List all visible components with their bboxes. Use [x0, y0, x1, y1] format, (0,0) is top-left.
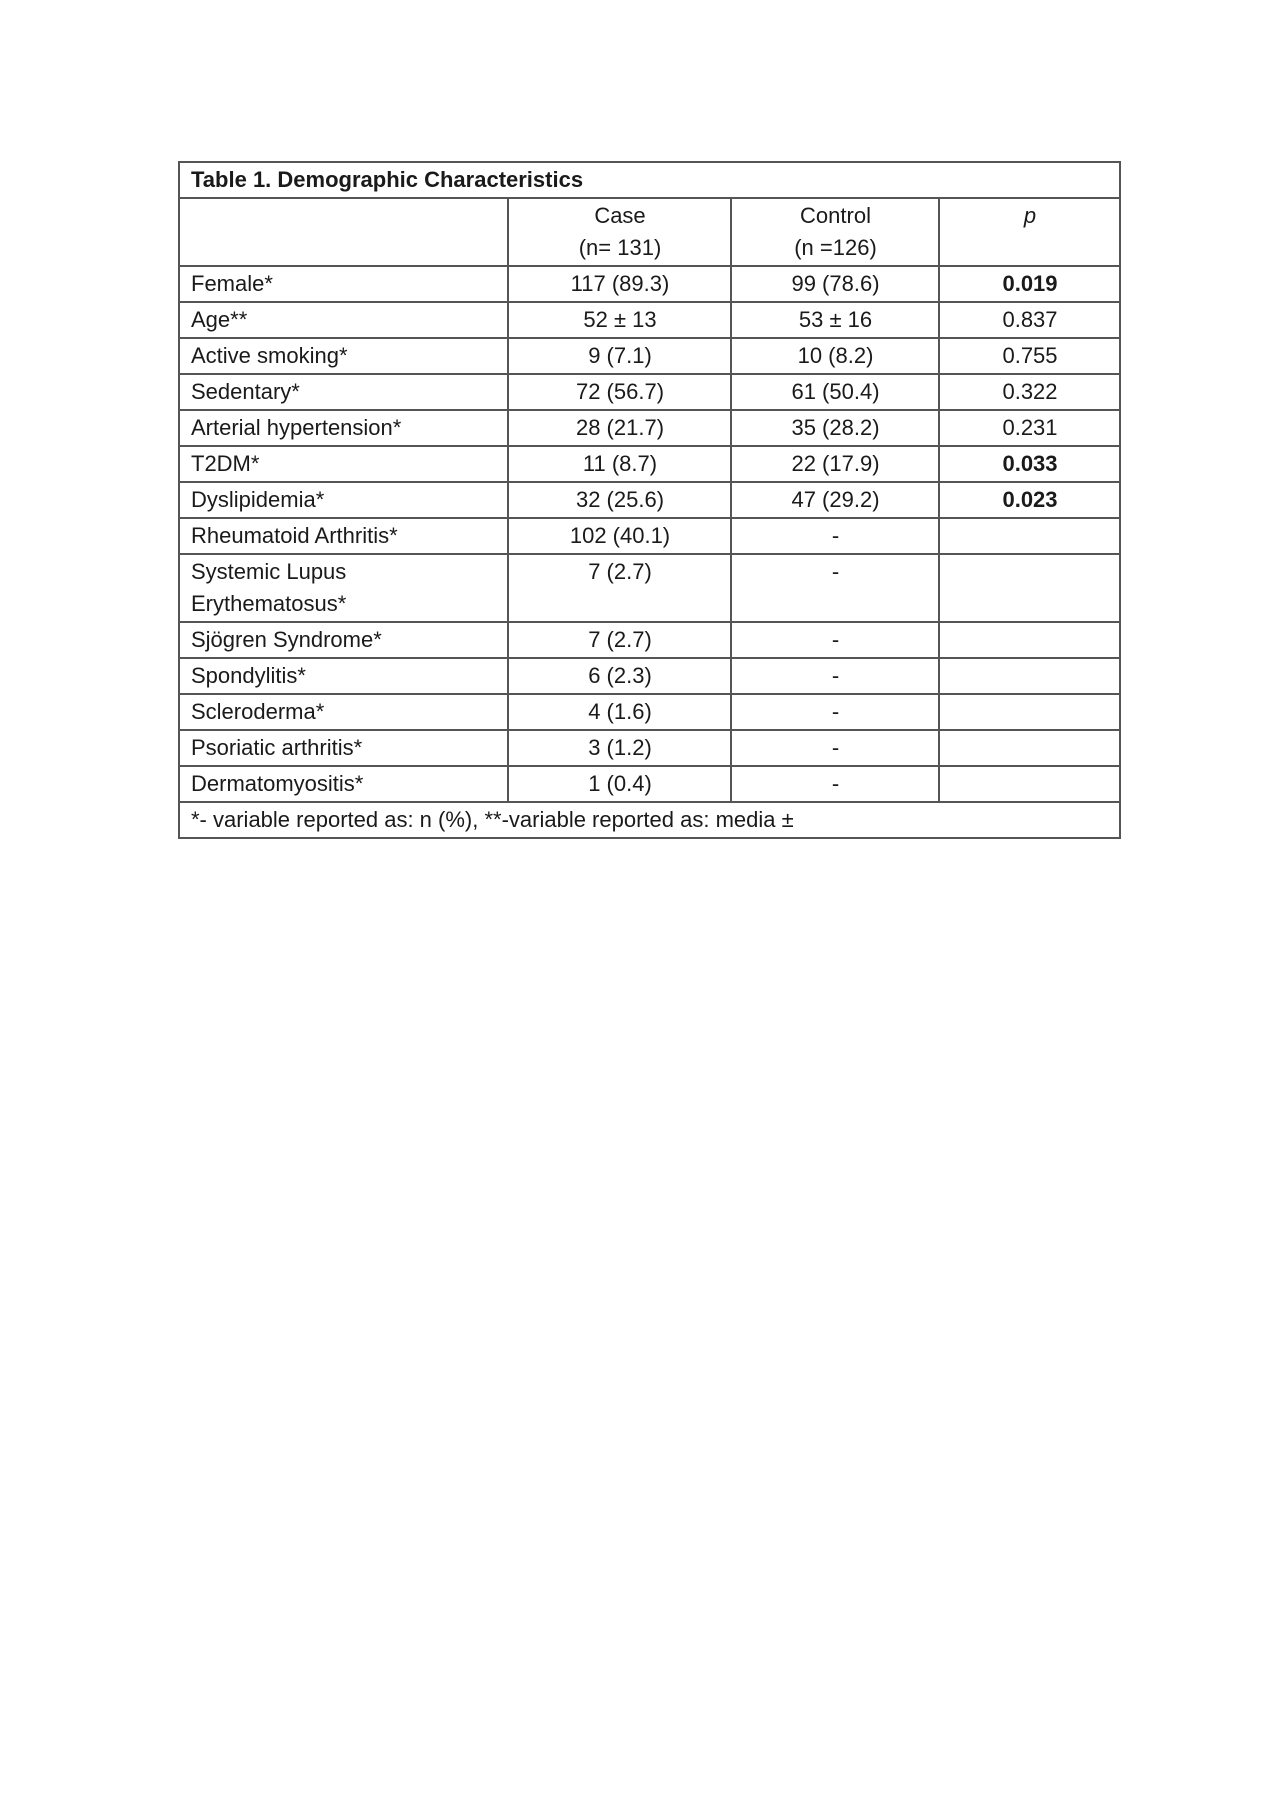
- table-row: [179, 658, 1120, 694]
- control-value: -: [731, 622, 939, 658]
- p-value: 0.837: [939, 302, 1120, 338]
- header-case: [508, 198, 731, 266]
- case-value: 4 (1.6): [508, 694, 731, 730]
- control-value: 53 ± 16: [731, 302, 939, 338]
- row-label: Scleroderma*: [179, 694, 508, 730]
- p-value: 0.023: [939, 482, 1120, 518]
- case-value: 28 (21.7): [508, 410, 731, 446]
- row-label: Rheumatoid Arthritis*: [179, 518, 508, 554]
- table-row: [179, 766, 1120, 802]
- table-row: [179, 482, 1120, 518]
- row-label: T2DM*: [179, 446, 508, 482]
- control-value: 99 (78.6): [731, 266, 939, 302]
- table-row: [179, 518, 1120, 554]
- control-value: 22 (17.9): [731, 446, 939, 482]
- case-value: 3 (1.2): [508, 730, 731, 766]
- row-label-line: Systemic Lupus: [191, 559, 347, 584]
- p-value: 0.033: [939, 446, 1120, 482]
- case-value: 9 (7.1): [508, 338, 731, 374]
- table-row: [179, 730, 1120, 766]
- case-value: 6 (2.3): [508, 658, 731, 694]
- header-p-value: p: [939, 198, 1120, 266]
- case-value: 32 (25.6): [508, 482, 731, 518]
- table-row: [179, 410, 1120, 446]
- control-value: -: [731, 694, 939, 730]
- row-label: Active smoking*: [179, 338, 508, 374]
- p-value: [939, 766, 1120, 802]
- case-value: 7 (2.7): [508, 622, 731, 658]
- p-value: [939, 554, 1120, 622]
- control-value: 61 (50.4): [731, 374, 939, 410]
- case-value: 1 (0.4): [508, 766, 731, 802]
- row-label: Age**: [179, 302, 508, 338]
- case-value: 52 ± 13: [508, 302, 731, 338]
- p-value: [939, 518, 1120, 554]
- p-value: 0.231: [939, 410, 1120, 446]
- control-value: -: [731, 554, 939, 622]
- case-value: 11 (8.7): [508, 446, 731, 482]
- header-control: [731, 198, 939, 266]
- row-label: Dermatomyositis*: [179, 766, 508, 802]
- table-title: Table 1. Demographic Characteristics: [179, 162, 1120, 198]
- table-row: [179, 554, 1120, 622]
- table-data-rows: [179, 266, 1120, 802]
- control-value: -: [731, 518, 939, 554]
- row-label: [179, 554, 508, 622]
- p-value: 0.019: [939, 266, 1120, 302]
- p-value: [939, 622, 1120, 658]
- row-label: Psoriatic arthritis*: [179, 730, 508, 766]
- header-blank: [179, 198, 508, 266]
- table-row: [179, 338, 1120, 374]
- case-value: 102 (40.1): [508, 518, 731, 554]
- header-case-n: (n= 131): [578, 235, 662, 260]
- row-label: Arterial hypertension*: [179, 410, 508, 446]
- row-label: Dyslipidemia*: [179, 482, 508, 518]
- control-value: 35 (28.2): [731, 410, 939, 446]
- case-value: 7 (2.7): [508, 554, 731, 622]
- p-value: 0.322: [939, 374, 1120, 410]
- row-label: Female*: [179, 266, 508, 302]
- table-row: [179, 266, 1120, 302]
- control-value: 10 (8.2): [731, 338, 939, 374]
- control-value: -: [731, 766, 939, 802]
- p-value: [939, 694, 1120, 730]
- p-value: [939, 658, 1120, 694]
- row-label: Sjögren Syndrome*: [179, 622, 508, 658]
- header-control-n: (n =126): [794, 235, 877, 260]
- table-row: [179, 622, 1120, 658]
- table-header-row: [179, 198, 1120, 266]
- table-row: [179, 302, 1120, 338]
- control-value: -: [731, 730, 939, 766]
- demographic-table-container: [178, 161, 1119, 839]
- table-body: [179, 162, 1120, 266]
- case-value: 117 (89.3): [508, 266, 731, 302]
- header-case-name: Case: [594, 203, 646, 228]
- table-row: [179, 374, 1120, 410]
- table-footer: [179, 802, 1120, 838]
- table-title-row: [179, 162, 1120, 198]
- row-label: Spondylitis*: [179, 658, 508, 694]
- table-footnote: *- variable reported as: n (%), **-variable reported as: media ±: [179, 802, 1120, 838]
- control-value: 47 (29.2): [731, 482, 939, 518]
- p-value: [939, 730, 1120, 766]
- row-label: Sedentary*: [179, 374, 508, 410]
- demographic-table: [178, 161, 1121, 839]
- table-row: [179, 694, 1120, 730]
- control-value: -: [731, 658, 939, 694]
- row-label-line: Erythematosus*: [191, 591, 347, 616]
- p-value: 0.755: [939, 338, 1120, 374]
- table-row: [179, 446, 1120, 482]
- footnote-row: [179, 802, 1120, 838]
- case-value: 72 (56.7): [508, 374, 731, 410]
- header-control-name: Control: [800, 203, 871, 228]
